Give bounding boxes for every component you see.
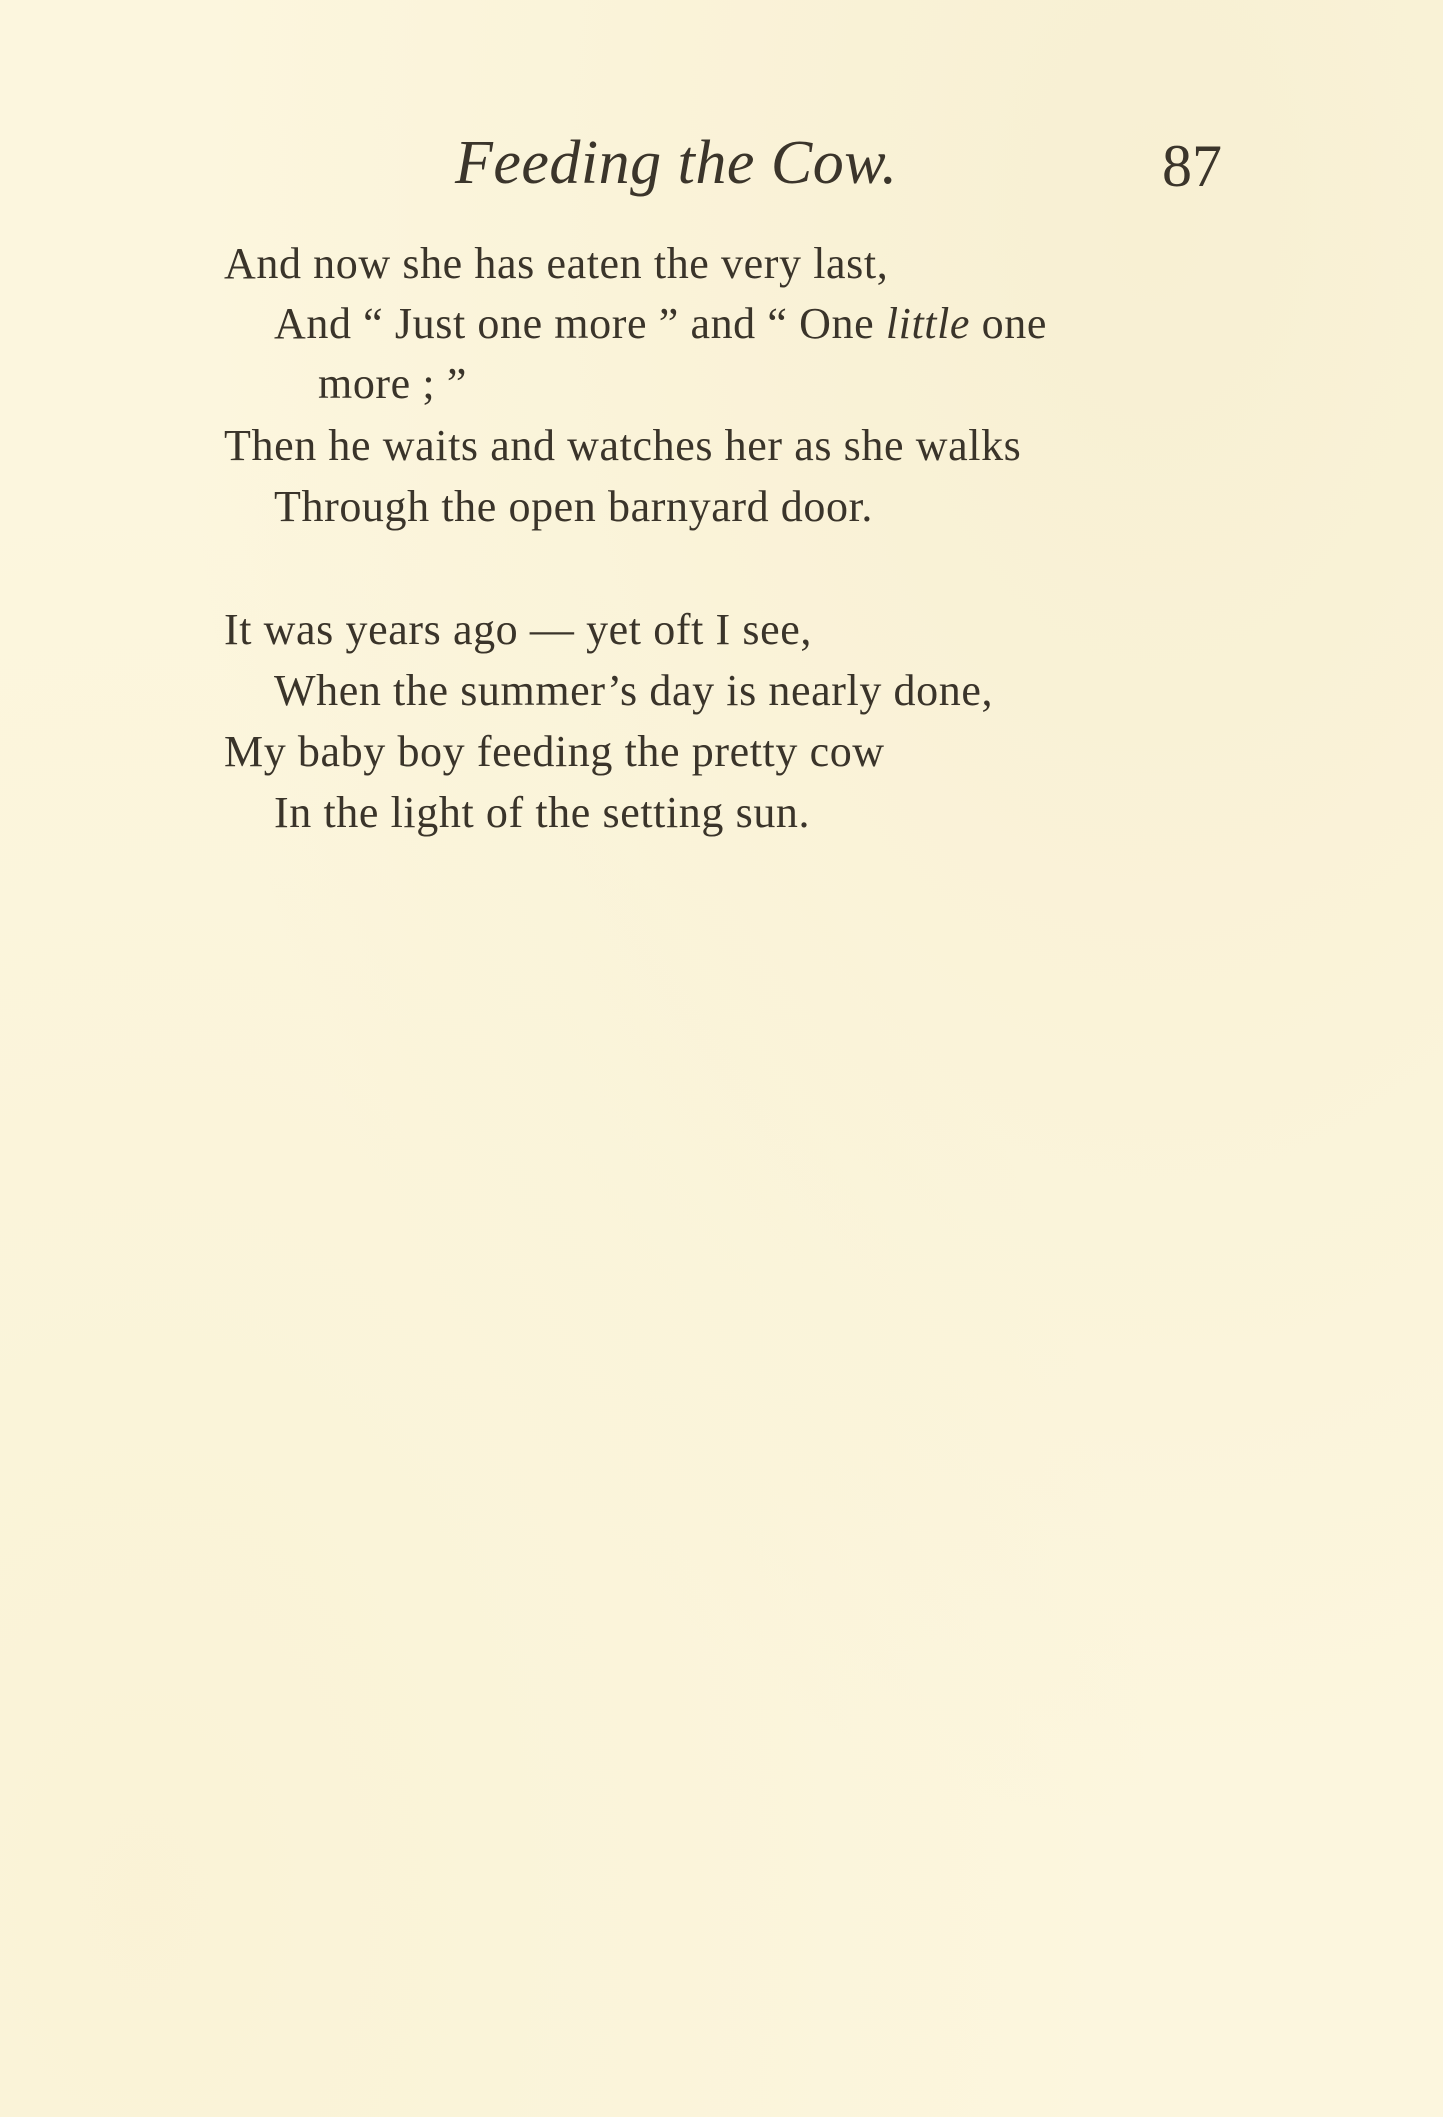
running-head-title: Feeding the Cow. [455, 129, 898, 197]
poem-line: My baby boy feeding the pretty cow [224, 727, 885, 776]
poem-line-emphasis: little [885, 299, 971, 348]
poem-line [274, 298, 1047, 349]
poem-line: In the light of the setting sun. [274, 788, 811, 837]
poem-line-text: one [970, 299, 1048, 348]
poem-line: Through the open barnyard door. [274, 482, 874, 531]
poem-line: And now she has eaten the very last, [224, 239, 889, 288]
poem-line: more ; ” [318, 359, 467, 408]
poem-line: Then he waits and watches her as she walks [224, 421, 1022, 470]
poem-line: When the summer’s day is nearly done, [274, 666, 994, 715]
poem-line-text: And “ Just one more ” and “ One [274, 299, 886, 348]
poem-line: It was years ago — yet oft I see, [224, 605, 812, 654]
page-number: 87 [1162, 133, 1222, 199]
